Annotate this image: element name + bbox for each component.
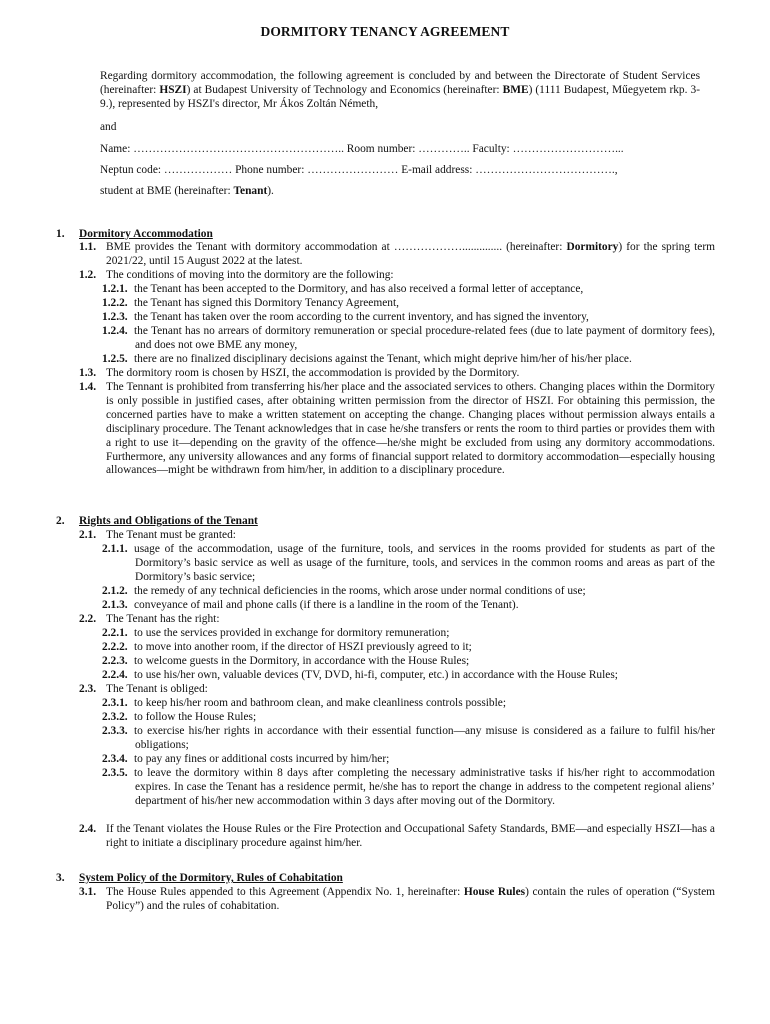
clause-text: to leave the dormitory within 8 days after completing the necessary administrative tasks if his/her right to accommodation expires. In case the Tenant has a residence permit, he/she has to report the change in address to the competent regional aliens’ department of his/her new accommodation within 3 days after moving out of the Dormitory. <box>134 767 715 807</box>
clause-text: to move into another room, if the director of HSZI previously agreed to it; <box>134 641 472 653</box>
clause-number: 2.2.2. <box>102 641 128 653</box>
clause-text: If the Tenant violates the House Rules or the Fire Protection and Occupational Safety Standards, BME—and especially HSZI—has a right to initiate a disciplinary procedure against him/her. <box>106 823 715 849</box>
clause-text: to follow the House Rules; <box>134 711 257 723</box>
clause-number: 2.3.5. <box>102 767 128 779</box>
clause-text: The Tennant is prohibited from transferring his/her place and the associated services to others. Changing places within the Dormitory is only possible in justified cases, after obtaining written permission from the director of HSZI. For obtaining this permission, the concerned parties have to make a written statement on accepting the change. Changing places without permission always entails a disciplinary procedure. The Tenant acknowledges that in case he/she transfers or rents the room to third parties or provides them with a right to use it—depending on the gravity of the offence—he/she might be excluded from using any dormitory accommodations. Furthermore, any university allowances and any forms of financial support related to dormitory accommodation—especially housing allowances—might be withdrawn from him/her, in addition to a disciplinary procedure. <box>106 381 715 477</box>
clause-number: 2.3.3. <box>102 725 128 737</box>
section-number: 2. <box>56 515 65 527</box>
clause-text: The Tenant has the right: <box>106 613 220 625</box>
clause-text: BME provides the Tenant with dormitory accommodation at ……………….............. (hereinafter: Dormitory) for the spring term 2021/22, until 15 August 2022 at the latest. <box>106 241 716 267</box>
name-room-faculty-line: Name: ……………………………………………….. Room number: ………….. Faculty: ………………………... <box>100 143 624 155</box>
clause-text: The Tenant is obliged: <box>106 683 208 695</box>
document-title: DORMITORY TENANCY AGREEMENT <box>260 24 510 39</box>
clause-number: 2.1.1. <box>102 543 128 555</box>
intro-and: and <box>100 121 117 133</box>
clause <box>79 886 715 914</box>
subclause <box>102 325 715 353</box>
clause <box>79 683 715 697</box>
clause-text: to pay any fines or additional costs incurred by him/her; <box>134 753 390 765</box>
subclause <box>102 641 715 655</box>
clause-text: to welcome guests in the Dormitory, in accordance with the House Rules; <box>134 655 470 667</box>
subclause <box>102 283 715 297</box>
clause-number: 2.2. <box>79 613 97 625</box>
clause-number: 1.2.3. <box>102 311 128 323</box>
section-title: Rights and Obligations of the Tenant <box>79 515 258 527</box>
clause-number: 1.1. <box>79 241 97 253</box>
clause-text: the remedy of any technical deficiencies in the rooms, which arose under normal conditions of use; <box>134 585 586 597</box>
section-number: 1. <box>56 228 65 240</box>
clause-number: 1.2.5. <box>102 353 128 365</box>
clause-number: 2.1.3. <box>102 599 128 611</box>
clause-text: The conditions of moving into the dormitory are the following: <box>106 269 394 281</box>
clause-number: 2.2.3. <box>102 655 128 667</box>
clause-text: to use the services provided in exchange for dormitory remuneration; <box>134 627 450 639</box>
clause-number: 2.3. <box>79 683 97 695</box>
clause-number: 1.2.1. <box>102 283 128 295</box>
student-tenant-line: student at BME (hereinafter: Tenant). <box>100 185 274 197</box>
clause-number: 3.1. <box>79 886 97 898</box>
subclause <box>102 627 715 641</box>
section-number: 3. <box>56 872 65 884</box>
subclause <box>102 669 715 683</box>
clause-text: the Tenant has signed this Dormitory Tenancy Agreement, <box>134 297 399 309</box>
clause-number: 2.1.2. <box>102 585 128 597</box>
clause-text: the Tenant has been accepted to the Dormitory, and has also received a formal letter of acceptance, <box>134 283 584 295</box>
clause-number: 1.2.4. <box>102 325 128 337</box>
clause-number: 1.3. <box>79 367 97 379</box>
clause-number: 2.3.4. <box>102 753 128 765</box>
clause-text: to use his/her own, valuable devices (TV, DVD, hi-fi, computer, etc.) in accordance with the House Rules; <box>134 669 618 681</box>
clause <box>79 381 715 478</box>
subclause <box>102 311 715 325</box>
subclause <box>102 585 715 599</box>
clause-text: The Tenant must be granted: <box>106 529 236 541</box>
clause-text: the Tenant has taken over the room according to the current inventory, and has signed the inventory, <box>134 311 589 323</box>
neptun-phone-email-line: Neptun code: ……………… Phone number: …………………… E-mail address: ………………………………., <box>100 164 618 176</box>
clause-text: usage of the accommodation, usage of the furniture, tools, and services in the rooms provided for students as part of the Dormitory’s basic service as well as usage of the furniture, tools, and services in the common rooms and areas as part of the Dormitory’s basic service; <box>134 543 715 583</box>
clause-number: 1.2. <box>79 269 97 281</box>
clause-text: conveyance of mail and phone calls (if there is a landline in the room of the Tenant). <box>134 599 519 611</box>
subclause <box>102 725 715 753</box>
clause-number: 2.3.1. <box>102 697 128 709</box>
section-title: System Policy of the Dormitory, Rules of Cohabitation <box>79 872 343 884</box>
subclause <box>102 767 715 809</box>
subclause <box>102 599 715 613</box>
clause-text: to exercise his/her rights in accordance with their essential function—any misuse is considered as a failure to fulfil his/her obligations; <box>134 725 715 751</box>
clause-text: there are no finalized disciplinary decisions against the Tenant, which might deprive him/her of his/her place. <box>134 353 632 365</box>
subclause <box>102 753 715 767</box>
subclause <box>102 711 715 725</box>
subclause <box>102 297 715 311</box>
clause-text: to keep his/her room and bathroom clean, and make cleanliness controls possible; <box>134 697 506 709</box>
subclause <box>102 543 715 585</box>
subclause <box>102 353 715 367</box>
subclause <box>102 655 715 669</box>
subclause <box>102 697 715 711</box>
clause-number: 2.4. <box>79 823 97 835</box>
clause-number: 1.4. <box>79 381 97 393</box>
clause-number: 2.3.2. <box>102 711 128 723</box>
clause-text: the Tenant has no arrears of dormitory remuneration or special procedure-related fees (due to late payment of dormitory fees), and does not owe BME any money, <box>134 325 715 351</box>
intro-paragraph: Regarding dormitory accommodation, the following agreement is concluded by and between the Directorate of Student Services (hereinafter: HSZI) at Budapest University of Technology and Economics (hereinafter: BME) (1111 Budapest, Műegyetem rkp. 3-9.), represented by HSZI's director, Mr Ákos Zoltán Németh, <box>100 70 700 110</box>
clause-text: The House Rules appended to this Agreement (Appendix No. 1, hereinafter: House Rules) contain the rules of operation (“System Policy”) and the rules of cohabitation. <box>106 886 715 912</box>
clause <box>79 269 715 283</box>
clause <box>79 241 715 269</box>
clause <box>79 823 715 851</box>
clause-number: 2.2.4. <box>102 669 128 681</box>
clause-number: 1.2.2. <box>102 297 128 309</box>
clause-number: 2.1. <box>79 529 97 541</box>
clause <box>79 529 715 543</box>
section-title: Dormitory Accommodation <box>79 228 213 240</box>
clause <box>79 613 715 627</box>
clause <box>79 367 715 381</box>
clause-number: 2.2.1. <box>102 627 128 639</box>
clause-text: The dormitory room is chosen by HSZI, the accommodation is provided by the Dormitory. <box>106 367 520 379</box>
